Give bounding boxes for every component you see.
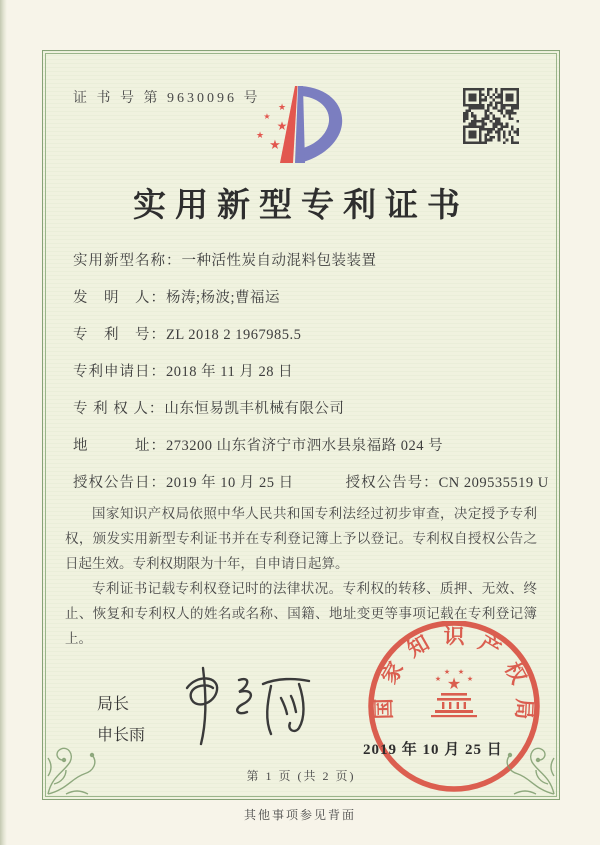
- field-value: 杨涛;杨波;曹福运: [166, 290, 281, 306]
- director-title: 局长: [97, 696, 130, 713]
- certificate-number: 证 书 号 第 9630096 号: [73, 91, 261, 106]
- certificate-frame: [42, 50, 560, 800]
- certificate-title: 实用新型专利证书: [133, 188, 469, 224]
- field-label: 专 利 号：: [73, 327, 166, 343]
- field-row-address: [73, 436, 535, 457]
- field-value: 一种活性炭自动混料包装装置: [181, 253, 377, 269]
- star-icon: ★: [443, 668, 451, 676]
- field-row-grant: [73, 473, 549, 494]
- scan-edge-shadow: [0, 0, 7, 845]
- grant-no-value: CN 209535519 U: [438, 475, 549, 491]
- star-icon: ★: [263, 112, 271, 121]
- field-list: [73, 251, 549, 510]
- logo-p-bowl: [301, 86, 342, 162]
- legal-paragraph-2: 专利证书记载专利权登记时的法律状况。专利权的转移、质押、无效、终止、恢复和专利权人的姓名或名称、国籍、地址变更等事项记载在专利登记簿上。: [65, 581, 537, 646]
- page-number: 第 1 页 (共 2 页): [246, 769, 356, 783]
- legal-paragraph-1: 国家知识产权局依照中华人民共和国专利法经过初步审查，决定授予专利权，颁发实用新型专利证书并在专利登记簿上予以登记。专利权自授权公告之日起生效。专利权期限为十年，自申请日起算。: [65, 506, 537, 571]
- field-label: 专 利 权 人：: [73, 401, 165, 417]
- grant-date-value: 2019 年 10 月 25 日: [166, 475, 294, 491]
- director-signature: [163, 654, 323, 754]
- field-label: 地 址：: [73, 438, 166, 454]
- star-icon: ★: [255, 131, 265, 141]
- grant-date-label: 授权公告日：: [73, 475, 166, 491]
- field-value: 273200 山东省济宁市泗水县泉福路 024 号: [166, 438, 444, 454]
- corner-ornament-right: [484, 724, 558, 798]
- field-row-inventors: [73, 288, 535, 309]
- seal-date: 2019 年 10 月 25 日: [363, 742, 503, 758]
- field-row-patentee: [73, 399, 535, 420]
- star-icon: ★: [446, 674, 462, 693]
- cnipa-logo: [251, 79, 347, 167]
- star-icon: ★: [457, 668, 465, 676]
- field-value: 山东恒易凯丰机械有限公司: [164, 401, 345, 417]
- corner-ornament-left: [44, 724, 118, 798]
- field-row-patent-no: [73, 325, 535, 346]
- director-name: 申长雨: [97, 727, 146, 744]
- star-icon: ★: [434, 675, 442, 683]
- qr-code: [463, 88, 519, 144]
- field-label: 发 明 人：: [73, 290, 166, 306]
- field-row-filing-date: [73, 362, 535, 383]
- star-icon: ★: [277, 103, 287, 113]
- seal-text: 国家知识产权局: [371, 624, 537, 722]
- field-label: 实用新型名称：: [73, 253, 182, 269]
- star-icon: ★: [466, 675, 474, 683]
- star-icon: ★: [269, 138, 281, 153]
- field-value: 2018 年 11 月 28 日: [166, 364, 294, 380]
- field-row-name: [73, 251, 535, 272]
- field-label: 专利申请日：: [73, 364, 166, 380]
- field-value: ZL 2018 2 1967985.5: [166, 327, 302, 343]
- star-icon: ★: [276, 119, 288, 133]
- national-emblem: [431, 668, 477, 717]
- back-note: 其他事项参见背面: [243, 808, 356, 822]
- grant-no-label: 授权公告号：: [345, 475, 439, 491]
